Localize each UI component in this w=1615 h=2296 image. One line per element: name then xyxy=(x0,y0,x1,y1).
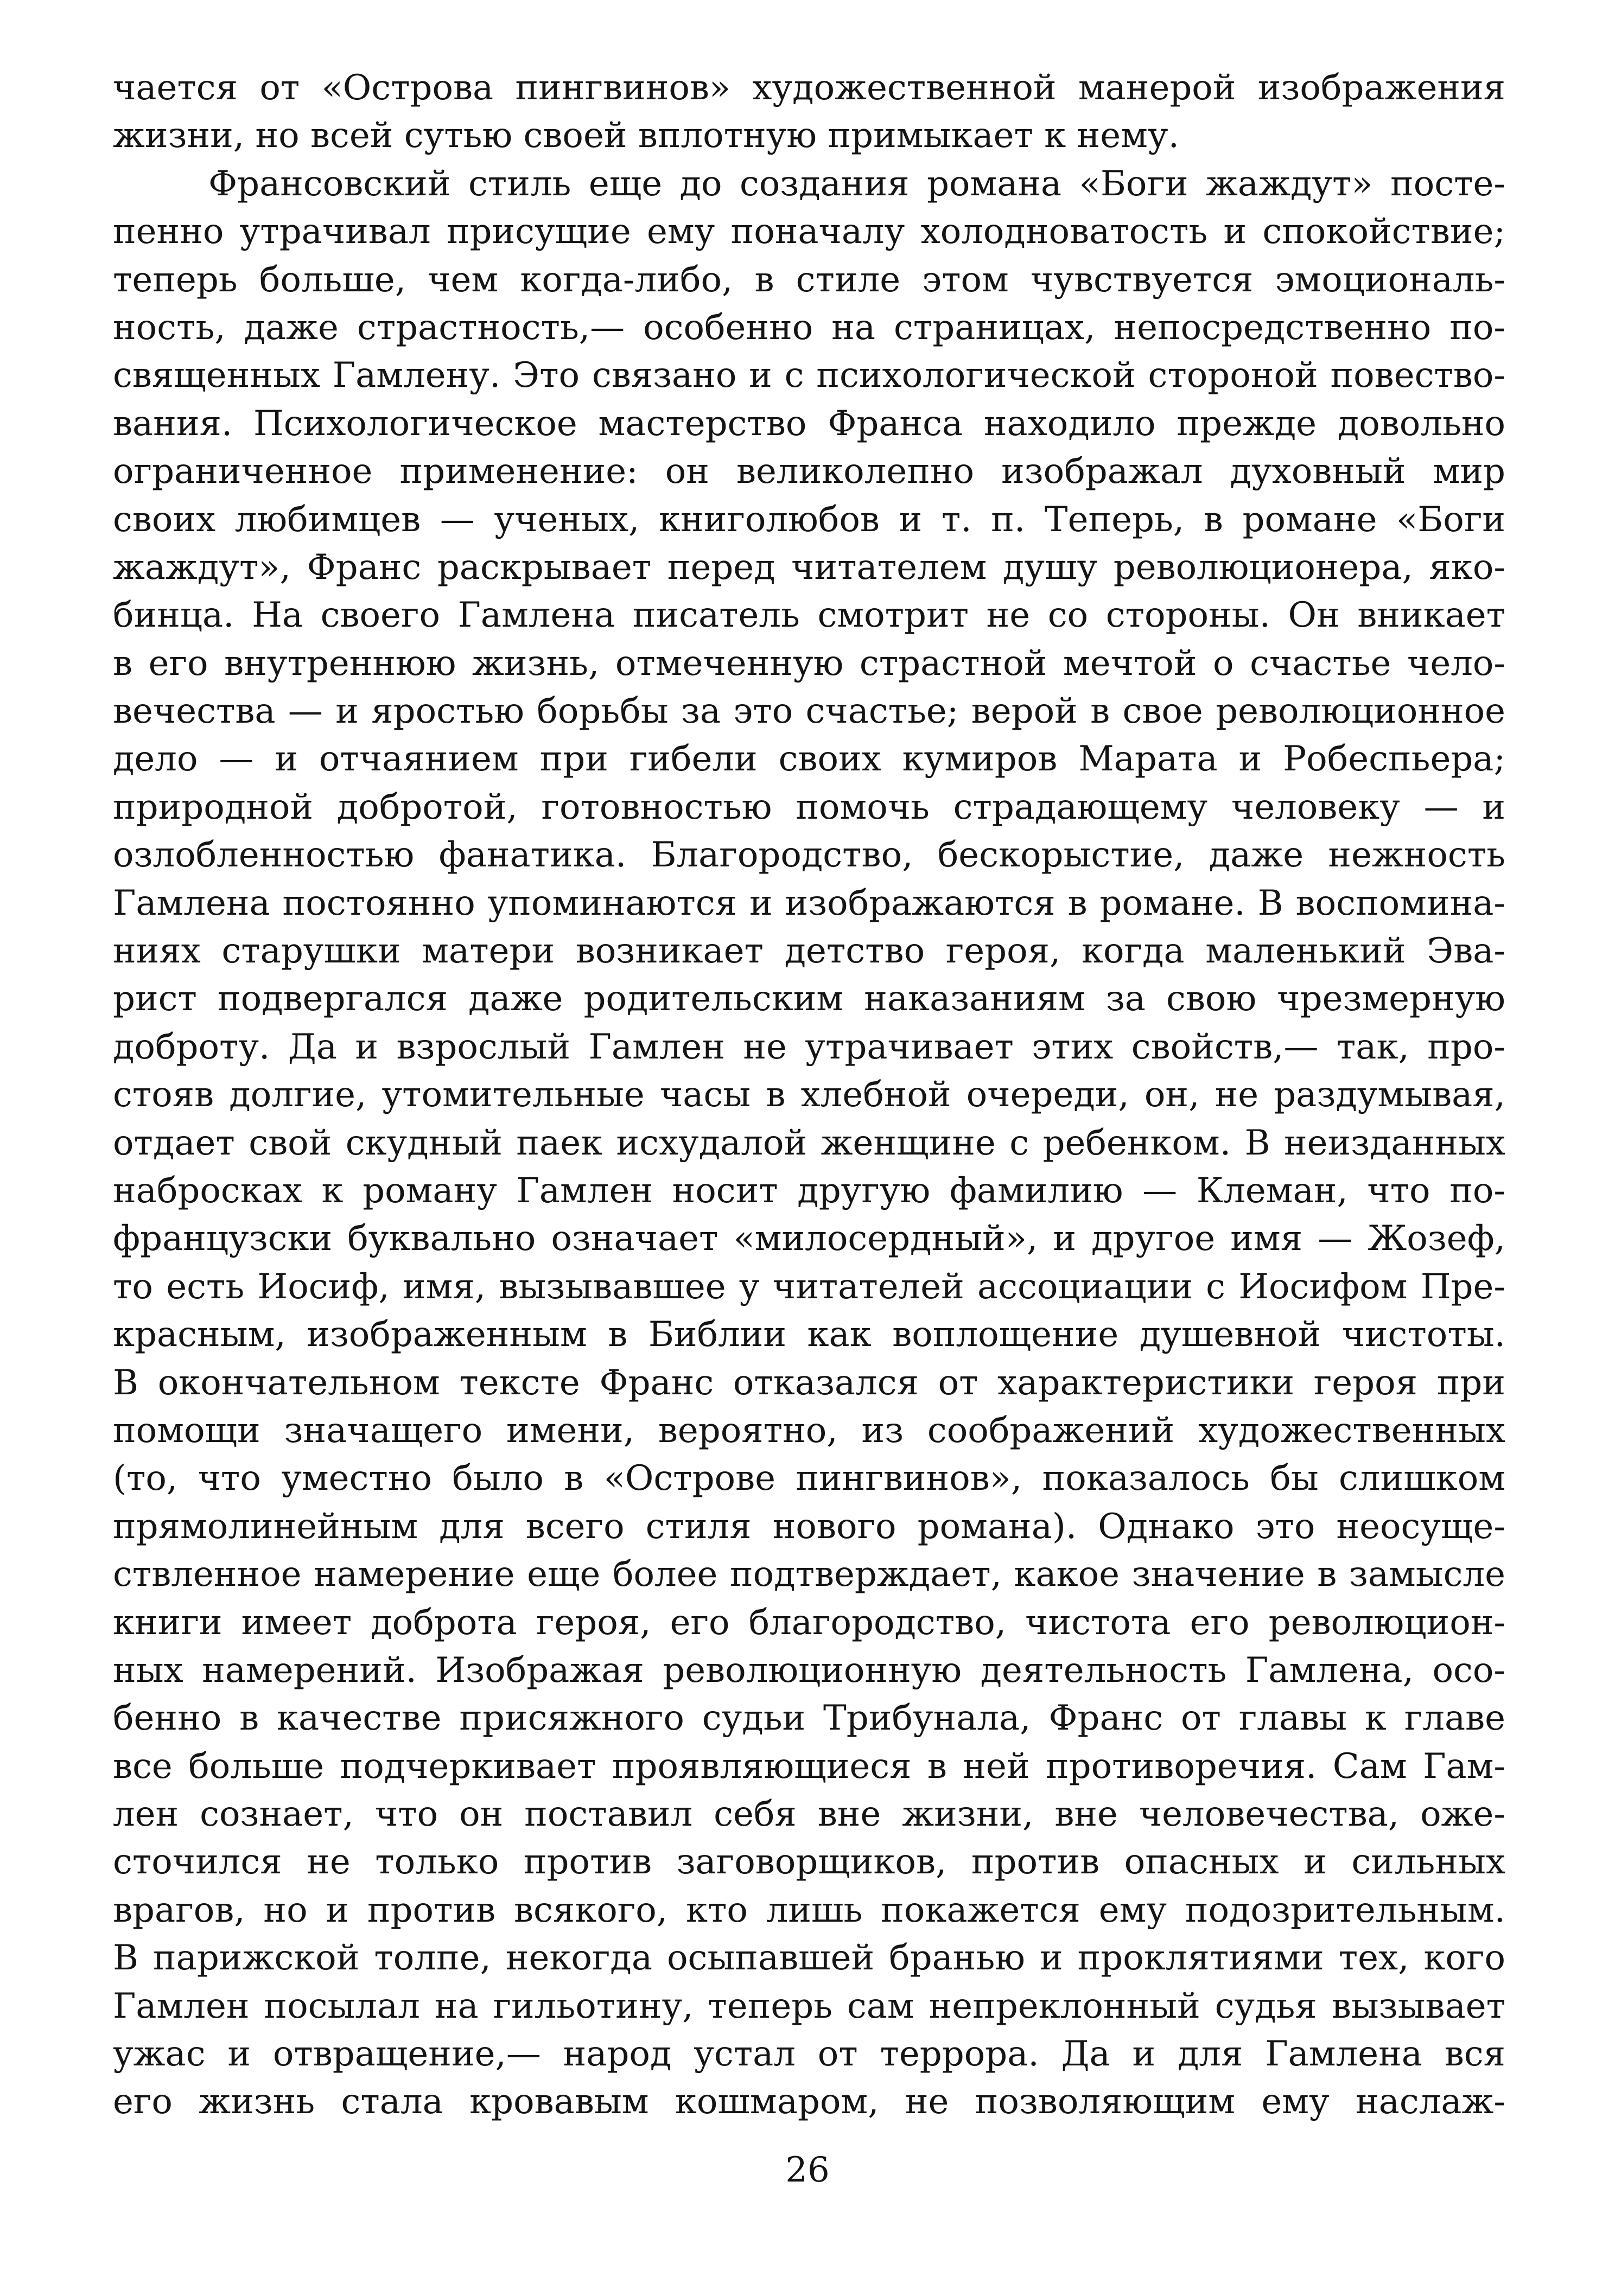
text-line: священных Гамлену. Это связано и с психологической стороной повество- xyxy=(113,355,1505,396)
text-line: бинца. На своего Гамлена писатель смотрит не со стороны. Он вникает xyxy=(113,595,1505,636)
text-line: ствленное намерение еще более подтверждает, какое значение в замысле xyxy=(113,1554,1505,1595)
text-line: Франсовский стиль еще до создания романа «Боги жаждут» посте- xyxy=(208,163,1505,204)
page-number: 26 xyxy=(785,2150,830,2190)
text-line: ность, даже страстность,— особенно на страницах, непосредственно по- xyxy=(113,307,1505,348)
text-line: теперь больше, чем когда-либо, в стиле этом чувствуется эмоциональ- xyxy=(113,259,1505,300)
text-line: его жизнь стала кровавым кошмаром, не позволяющим ему наслаж- xyxy=(113,2082,1505,2122)
text-line: отдает свой скудный паек исхудалой женщине с ребенком. В неизданных xyxy=(113,1123,1505,1163)
text-line: В парижской толпе, некогда осыпавшей бранью и проклятиями тех, кого xyxy=(113,1938,1505,1979)
text-line: жизни, но всей сутью своей вплотную примыкает к нему. xyxy=(113,116,1179,156)
text-line: вечества — и яростью борьбы за это счастье; верой в свое революционное xyxy=(113,691,1505,732)
text-line: рист подвергался даже родительским наказаниям за свою чрезмерную xyxy=(113,979,1505,1019)
text-line: сточился не только против заговорщиков, против опасных и сильных xyxy=(113,1842,1505,1883)
text-line: то есть Иосиф, имя, вызывавшее у читателей ассоциации с Иосифом Пре- xyxy=(113,1266,1505,1307)
text-line: все больше подчеркивает проявляющиеся в ней противоречия. Сам Гам- xyxy=(113,1746,1505,1787)
text-line: Гамлена постоянно упоминаются и изображаются в романе. В воспомина- xyxy=(113,883,1505,923)
text-line: жаждут», Франс раскрывает перед читателем душу революционера, яко- xyxy=(113,547,1505,588)
body-text xyxy=(113,64,1505,2126)
text-line: красным, изображенным в Библии как воплощение душевной чистоты. xyxy=(113,1315,1505,1355)
text-line: доброту. Да и взрослый Гамлен не утрачивает этих свойств,— так, про- xyxy=(113,1026,1505,1067)
text-line: прямолинейным для всего стиля нового романа). Однако это неосуще- xyxy=(113,1506,1505,1547)
text-line: пенно утрачивал присущие ему поначалу холодноватость и спокойствие; xyxy=(113,212,1505,252)
text-line: бенно в качестве присяжного судьи Трибунала, Франс от главы к главе xyxy=(113,1698,1505,1739)
text-line: природной добротой, готовностью помочь страдающему человеку — и xyxy=(113,787,1505,827)
text-line: своих любимцев — ученых, книголюбов и т. п. Теперь, в романе «Боги xyxy=(113,499,1505,540)
text-line: Гамлен посылал на гильотину, теперь сам непреклонный судья вызывает xyxy=(113,1986,1505,2026)
text-line: в его внутреннюю жизнь, отмеченную страстной мечтой о счастье чело- xyxy=(113,643,1505,684)
text-line: стояв долгие, утомительные часы в хлебной очереди, он, не раздумывая, xyxy=(113,1075,1505,1115)
paragraph xyxy=(113,64,1505,160)
text-line: озлобленностью фанатика. Благородство, бескорыстие, даже нежность xyxy=(113,835,1505,876)
text-line: книги имеет доброта героя, его благородство, чистота его революцион- xyxy=(113,1602,1505,1643)
text-line: ных намерений. Изображая революционную деятельность Гамлена, осо- xyxy=(113,1650,1505,1691)
text-line: ограниченное применение: он великолепно изображал духовный мир xyxy=(113,451,1505,492)
text-line: (то, что уместно было в «Острове пингвинов», показалось бы слишком xyxy=(113,1458,1505,1499)
paragraph xyxy=(113,160,1505,2126)
text-line: вания. Психологическое мастерство Франса находило прежде довольно xyxy=(113,403,1505,444)
text-line: французски буквально означает «милосердный», и другое имя — Жозеф, xyxy=(113,1219,1505,1259)
text-line: помощи значащего имени, вероятно, из соображений художественных xyxy=(113,1410,1505,1451)
text-line: ниях старушки матери возникает детство героя, когда маленький Эва- xyxy=(113,931,1505,972)
text-line: В окончательном тексте Франс отказался от характеристики героя при xyxy=(113,1362,1505,1403)
text-line: дело — и отчаянием при гибели своих кумиров Марата и Робеспьера; xyxy=(113,739,1505,780)
text-line: чается от «Острова пингвинов» художественной манерой изображения xyxy=(113,68,1505,108)
text-line: ужас и отвращение,— народ устал от террора. Да и для Гамлена вся xyxy=(113,2034,1505,2075)
text-line: набросках к роману Гамлен носит другую фамилию — Клеман, что по- xyxy=(113,1170,1505,1211)
text-line: лен сознает, что он поставил себя вне жизни, вне человечества, оже- xyxy=(113,1794,1505,1835)
text-line: врагов, но и против всякого, кто лишь покажется ему подозрительным. xyxy=(113,1890,1505,1930)
